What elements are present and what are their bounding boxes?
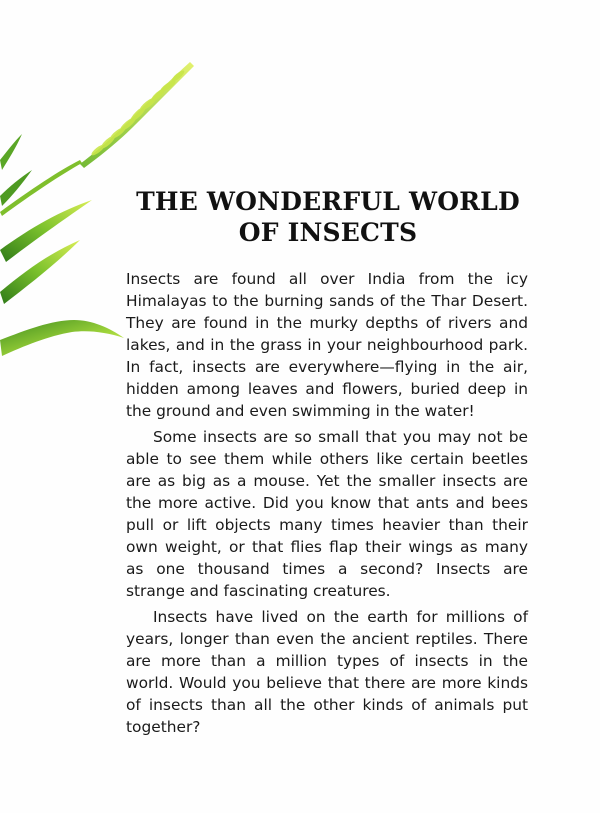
grass-blade-lower [0, 320, 124, 356]
paragraph-3: Insects have lived on the earth for millions of years, longer than even the ancient reptiles. There are more than a million types of insects in the world. Would you believe that there are more kinds of insects than all the other kinds of animals put together? [126, 608, 528, 736]
title-line-2: OF INSECTS [238, 218, 418, 247]
grass-seed-spikelets [90, 69, 186, 157]
page-title [128, 186, 528, 248]
title-line-1: THE WONDERFUL WORLD [136, 187, 520, 216]
body-text [126, 268, 528, 742]
paragraph-1: Insects are found all over India from the icy Himalayas to the burning sands of the Thar Desert. They are found in the murky depths of rivers and lakes, and in the grass in your neighbourhood park. In fact, insects are everywhere—flying in the air, hidden among leaves and flowers, buried deep in the ground and even swimming in the water! [126, 270, 528, 420]
grass-blade-left [0, 134, 22, 170]
paragraph-2: Some insects are so small that you may not be able to see them while others like certain beetles are as big as a mouse. Yet the smaller insects are the more active. Did you know that ants and bees pull or lift objects many times heavier than their own weight, or that flies flap their wings as many as one thousand times a second? Insects are strange and fascinating creatures. [126, 428, 528, 600]
grass-blade-upper [0, 200, 92, 262]
